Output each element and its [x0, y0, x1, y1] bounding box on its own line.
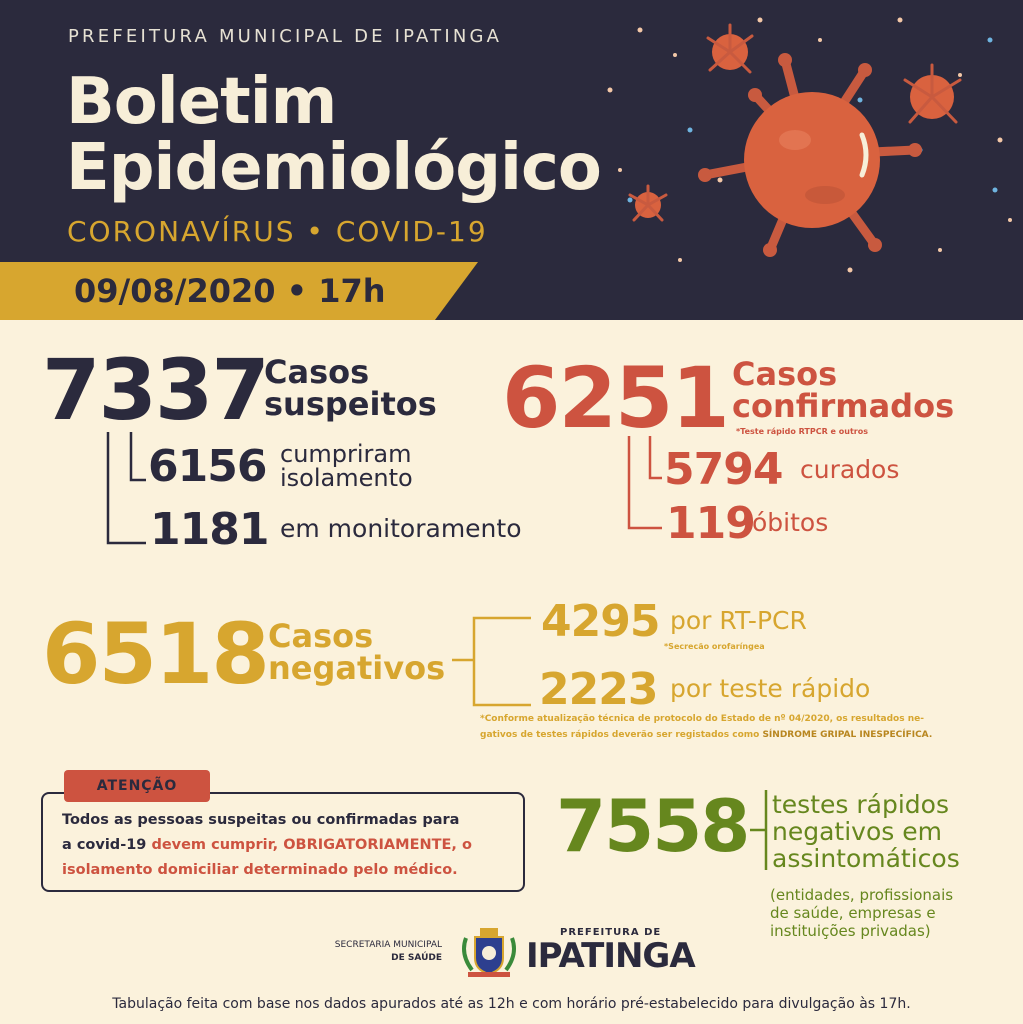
testes-rapidos-label-line1: testes rápidos	[772, 790, 949, 819]
testes-rapidos-note	[770, 886, 953, 940]
attention-text	[62, 808, 512, 883]
casos-confirmados-label-line2: confirmados	[732, 387, 955, 425]
obitos-label: óbitos	[752, 508, 829, 537]
testes-rapidos-note-line1: (entidades, profissionais	[770, 886, 954, 904]
testes-rapidos-note-line2: de saúde, empresas e	[770, 904, 936, 922]
negativos-note-line1: *Conforme atualização técnica de protocolo do Estado de nº 04/2020, os resultados ne-	[480, 714, 924, 724]
casos-suspeitos-label-line1: Casos	[264, 353, 370, 391]
municipal-crest-icon	[458, 924, 520, 980]
attention-line3: isolamento domiciliar determinado pelo médico.	[62, 862, 458, 878]
attention-line2-start: a covid-19	[62, 837, 152, 853]
casos-negativos-value: 6518	[42, 605, 268, 703]
monitoramento-value: 1181	[150, 504, 269, 555]
negativos-note-line2-text: gativos de testes rápidos deverão ser registados como	[480, 730, 763, 740]
negativos-note-line2	[480, 730, 932, 740]
casos-suspeitos-label	[264, 353, 437, 423]
testes-rapidos-label	[772, 791, 960, 872]
isolamento-label-line2: isolamento	[280, 464, 413, 492]
prefeitura-small-label: PREFEITURA DE	[560, 927, 662, 938]
prefeitura-logo-text: IPATINGA	[526, 936, 695, 976]
negativos-note-highlight: SÍNDROME GRIPAL INESPECÍFICA.	[762, 730, 933, 740]
monitoramento-label: em monitoramento	[280, 514, 522, 543]
casos-negativos-label-line2: negativos	[268, 649, 446, 687]
isolamento-label	[280, 442, 413, 490]
rtpcr-label: por RT-PCR	[670, 606, 807, 635]
testes-rapidos-label-line2: negativos em	[772, 817, 942, 846]
footer-note: Tabulação feita com base nos dados apurados até as 12h e com horário pré-estabelecido para divulgação às 17h.	[112, 996, 911, 1012]
isolamento-value: 6156	[148, 441, 267, 492]
connector-monitoramento	[108, 432, 146, 543]
secretaria-label	[322, 939, 442, 965]
bulletin-date: 09/08/2020 • 17h	[74, 272, 386, 310]
secretaria-line1: SECRETARIA MUNICIPAL	[334, 940, 442, 950]
casos-negativos-label-line1: Casos	[268, 617, 374, 655]
testes-rapidos-value: 7558	[556, 784, 749, 868]
organization-name: PREFEITURA MUNICIPAL DE IPATINGA	[68, 26, 503, 47]
page-title-line1: Boletim	[66, 65, 337, 139]
secretaria-line2: DE SAÚDE	[391, 953, 442, 963]
rtpcr-note: *Secrecão orofaríngea	[664, 642, 765, 651]
rtpcr-value: 4295	[541, 596, 660, 647]
teste-rapido-label: por teste rápido	[670, 674, 871, 703]
obitos-value: 119	[666, 498, 755, 549]
curados-label: curados	[800, 455, 900, 484]
testes-rapidos-label-line3: assintomáticos	[772, 844, 960, 873]
casos-suspeitos-label-line2: suspeitos	[264, 385, 437, 423]
attention-line2	[62, 833, 512, 858]
connector-negativos-bracket	[474, 618, 531, 705]
confirmados-note: *Teste rápido RTPCR e outros	[736, 427, 868, 436]
isolamento-label-line1: cumpriram	[280, 440, 412, 468]
connector-obitos	[629, 436, 662, 528]
casos-negativos-label	[268, 617, 446, 687]
coronavirus-illustration-icon	[600, 0, 1023, 300]
casos-suspeitos-value: 7337	[42, 341, 268, 439]
casos-confirmados-label-line1: Casos	[732, 355, 838, 393]
connector-isolamento	[131, 432, 146, 480]
page-subtitle: CORONAVÍRUS • COVID-19	[67, 215, 488, 248]
attention-line1: Todos as pessoas suspeitas ou confirmadas para	[62, 812, 460, 828]
page-title-line2: Epidemiológico	[66, 131, 601, 205]
attention-badge: ATENÇÃO	[64, 770, 210, 802]
attention-line2-highlight: devem cumprir, OBRIGATORIAMENTE, o	[151, 837, 472, 853]
curados-value: 5794	[664, 444, 783, 495]
casos-confirmados-value: 6251	[502, 349, 728, 447]
testes-rapidos-note-line3: instituições privadas)	[770, 922, 931, 940]
casos-confirmados-label	[732, 355, 955, 425]
teste-rapido-value: 2223	[539, 664, 658, 715]
